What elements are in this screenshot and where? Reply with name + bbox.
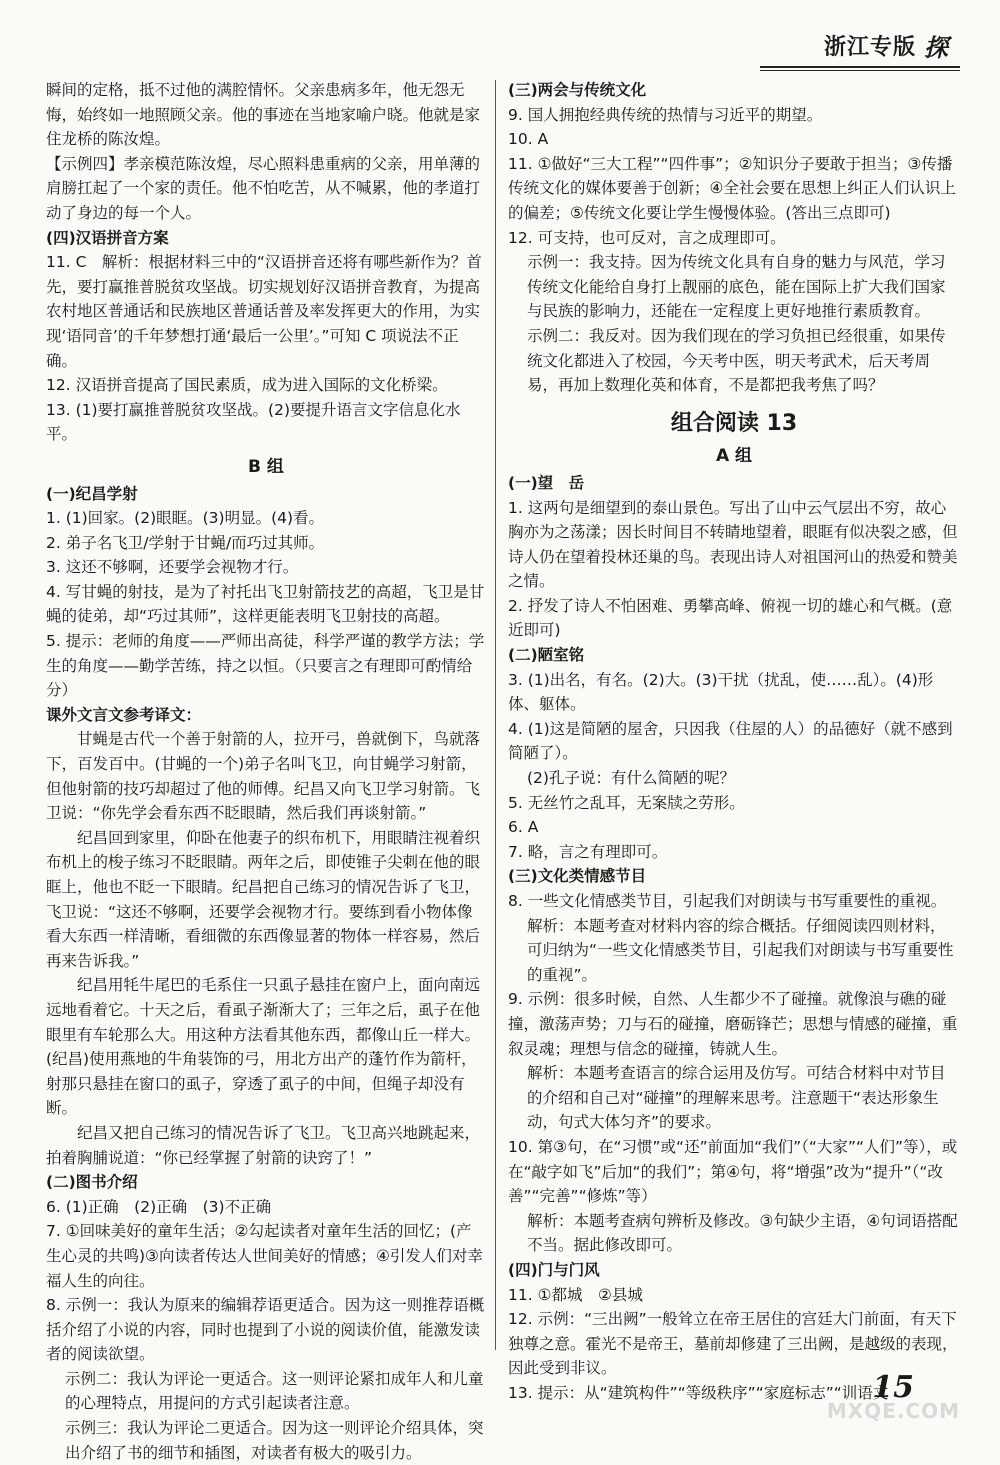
answer-line: 1. 这两句是细望到的泰山景色。写出了山中云气层出不穷，故心胸亦为之荡漾；因长时间目不转睛地望着，眼眶有似决裂之感，但诗人仍在望着投林还巢的鸟。表现出诗人对祖国河山的热爱和赞美之情。 — [508, 498, 958, 591]
answer-line: 3. 这还不够啊，还要学会视物才行。 — [46, 558, 299, 577]
answer-line: 4. (1)这是简陋的屋舍，只因我（住屋的人）的品德好（就不感到简陋了）。 — [508, 719, 953, 763]
translation-paragraph: 甘蝇是古代一个善于射箭的人，拉开弓，兽就倒下，鸟就落下，百发百中。(甘蝇的一个)弟子名叫飞卫，向甘蝇学习射箭，但他射箭的技巧却超过了他的师傅。纪昌又向飞卫学习射箭。飞卫说：“你先学会看东西不眨眼睛，然后我们再谈射箭。” — [46, 730, 481, 823]
answer-line: 11. ①做好“三大工程”“四件事”；②知识分子要敢于担当；③传播传统文化的媒体要善于创新；④全社会要在思想上纠正人们认识上的偏差；⑤传统文化要让学生慢慢体验。(答出三点即可) — [508, 154, 956, 222]
answer-line: 9. 国人拥抱经典传统的热情与习近平的期望。 — [508, 105, 823, 124]
answer-line: 7. ①回味美好的童年生活；②勾起读者对童年生活的回忆；(产生心灵的共鸣)③向读者传达人世间美好的情感；④引发人们对幸福人生的向往。 — [46, 1222, 483, 1290]
answer-line: 13. 提示：从“建筑构件”“等级秩序”“家庭标志”“训语文 — [508, 1383, 889, 1402]
indented-paragraph: (2)孔子说：有什么简陋的呢？ — [527, 769, 735, 788]
indented-paragraph: 示例一：我支持。因为传统文化具有自身的魅力与风范，学习传统文化能给自身打上靓丽的底色，能在国际上扩大我们国家与民族的影响力，还能在一定程度上更好地推行素质教育。 — [527, 253, 946, 321]
indented-paragraph: 解析：本题考查语言的综合运用及仿写。可结合材料中对节目的介绍和自己对“碰撞”的理解来思考。注意题干“表达形象生动，句式大体匀齐”的要求。 — [527, 1064, 946, 1132]
answer-line: 4. 写甘蝇的射技，是为了衬托出飞卫射箭技艺的高超，飞卫是甘蝇的徒弟，却“巧过其师”，这样更能表明飞卫射技的高超。 — [46, 582, 485, 626]
answer-line: 11. ①都城 ②县城 — [508, 1285, 643, 1304]
group-heading: B 组 — [248, 456, 284, 477]
section-heading: (一)纪昌学射 — [46, 484, 138, 503]
page-header — [824, 28, 948, 63]
header-rule — [760, 66, 960, 68]
section-heading: (三)文化类情感节目 — [508, 867, 647, 886]
section-heading: (一)望 岳 — [508, 473, 585, 492]
brand-logo: 探 — [924, 33, 948, 62]
answer-line: 5. 无丝竹之乱耳，无案牍之劳形。 — [508, 793, 745, 812]
answer-line: 13. (1)要打赢推普脱贫攻坚战。(2)要提升语言文字信息化水平。 — [46, 400, 461, 444]
answer-line: 11. C 解析：根据材料三中的“汉语拼音还将有哪些新作为？首先，要打赢推普脱贫攻坚战。切实规划好汉语拼音教育，为提高农村地区普通话和民族地区普通话普及率发挥更大的作用，为实现‘语同音’的千年梦想打通‘最后一公里’。”可知 C 项说法不正确。 — [46, 253, 482, 370]
translation-paragraph: 纪昌回到家里，仰卧在他妻子的织布机下，用眼睛注视着织布机上的梭子练习不眨眼睛。两年之后，即使锥子尖刺在他的眼眶上，他也不眨一下眼睛。纪昌把自己练习的情况告诉了飞卫，飞卫说：“这还不够啊，还要学会视物才行。要练到看小物体像看大东西一样清晰，看细微的东西像显著的物体一样容易，然后再来告诉我。” — [46, 828, 481, 970]
answer-line: 1. (1)回家。(2)眼眶。(3)明显。(4)看。 — [46, 509, 325, 528]
translation-paragraph: 纪昌用牦牛尾巴的毛系住一只虱子悬挂在窗户上，面向南远远地看着它。十天之后，看虱子渐渐大了；三年之后，虱子在他眼里有车轮那么大。用这种方法看其他东西，都像山丘一样大。(纪昌)使用燕地的牛角装饰的弓，用北方出产的蓬竹作为箭杆，射那只悬挂在窗口的虱子，穿透了虱子的中间，但绳子却没有断。 — [46, 976, 481, 1118]
watermark: MXQE.COM — [826, 1399, 960, 1423]
answer-line: 2. 抒发了诗人不怕困难、勇攀高峰、俯视一切的雄心和气概。(意近即可) — [508, 596, 953, 640]
answer-line: 2. 弟子名飞卫/学射于甘蝇/而巧过其师。 — [46, 533, 325, 552]
answer-line: 3. (1)出名，有名。(2)大。(3)干扰（扰乱，使……乱）。(4)形体、躯体。 — [508, 670, 934, 714]
column-divider — [495, 80, 496, 1350]
section-heading: 课外文言文参考译文： — [46, 705, 202, 724]
section-heading: (三)两会与传统文化 — [508, 81, 647, 99]
indented-paragraph: 解析：本题考查对材料内容的综合概括。仔细阅读四则材料，可归纳为“一些文化情感类节目，引起我们对朗读与书写重要性的重视”。 — [527, 916, 954, 984]
section-heading: (四)门与门风 — [508, 1260, 600, 1279]
answer-line: 7. 略，言之有理即可。 — [508, 842, 668, 861]
page-number: 15 — [872, 1370, 914, 1405]
indented-paragraph: 示例二：我反对。因为我们现在的学习负担已经很重，如果传统文化都进入了校园，今天考中医，明天考武术，后天考周易，再加上数理化英和体育，不是都把我考焦了吗？ — [527, 326, 946, 395]
section-heading: (四)汉语拼音方案 — [46, 228, 169, 247]
reading-title: 组合阅读 13 — [670, 410, 798, 436]
answer-line: 6. (1)正确 (2)正确 (3)不正确 — [46, 1197, 272, 1216]
edition-label: 浙江专版 — [823, 35, 916, 60]
section-heading: (二)图书介绍 — [46, 1173, 138, 1192]
answer-line: 10. 第③句，在“习惯”或“还”前面加“我们”（“大家”“人们”等），或在“敲字如飞”后加“的我们”；第④句，将“增强”改为“提升”（“改善”“完善”“修炼”等） — [508, 1137, 958, 1206]
answer-line: 12. 示例：“三出阙”一般耸立在帝王居住的宫廷大门前面，有天下独尊之意。霍光不是帝王，墓前却修建了三出阙，是越级的表现，因此受到非议。 — [508, 1310, 958, 1378]
answer-line: 5. 提示：老师的角度——严师出高徒，科学严谨的教学方法；学生的角度——勤学苦练，持之以恒。（只要言之有理即可酌情给分） — [46, 632, 485, 700]
indented-paragraph: 解析：本题考查病句辨析及修改。③句缺少主语，④句词语搭配不当。据此修改即可。 — [527, 1211, 958, 1255]
right-column — [508, 78, 960, 1405]
answer-line: 8. 示例一：我认为原来的编辑荐语更适合。因为这一则推荐语概括介绍了小说的内容，同时也提到了小说的阅读价值，能激发读者的阅读欲望。 — [46, 1296, 485, 1364]
answer-line: 【示例四】孝亲模范陈汝煌，尽心照料患重病的父亲，用单薄的肩膀扛起了一个家的责任。他不怕吃苦，从不喊累，他的孝道打动了身边的每一个人。 — [46, 154, 481, 222]
section-heading: (二)陋室铭 — [508, 646, 585, 665]
answer-line: 6. A — [508, 818, 539, 837]
translation-paragraph: 纪昌又把自己练习的情况告诉了飞卫。飞卫高兴地跳起来，拍着胸脯说道：“你已经掌握了射箭的诀窍了！” — [46, 1123, 481, 1167]
answer-line: 8. 一些文化情感类节目，引起我们对朗读与书写重要性的重视。 — [508, 892, 947, 910]
answer-line: 瞬间的定格，抵不过他的满腔情怀。父亲患病多年，他无怨无悔，始终如一地照顾父亲。他的事迹在当地家喻户晓。他就是家住龙桥的陈汝煌。 — [46, 81, 481, 149]
answer-line: 9. 示例：很多时候，自然、人生都少不了碰撞。就像浪与礁的碰撞，激荡声势；刀与石的碰撞，磨砺锋芒；思想与情感的碰撞，重叙灵魂；理想与信念的碰撞，铸就人生。 — [508, 990, 958, 1058]
indented-paragraph: 示例三：我认为评论二更适合。因为这一则评论介绍具体，突出介绍了书的细节和插图，对读者有极大的吸引力。 — [65, 1419, 484, 1462]
answer-line: 12. 汉语拼音提高了国民素质，成为进入国际的文化桥梁。 — [46, 376, 448, 395]
header-rule-thin — [760, 70, 960, 71]
answer-line: 12. 可支持，也可反对，言之成理即可。 — [508, 228, 786, 247]
group-heading: A 组 — [715, 446, 753, 467]
answer-line: 10. A — [508, 130, 549, 149]
indented-paragraph: 示例二：我认为评论一更适合。这一则评论紧扣成年人和儿童的心理特点，用提问的方式引起读者注意。 — [65, 1369, 484, 1413]
left-column — [46, 78, 486, 1465]
